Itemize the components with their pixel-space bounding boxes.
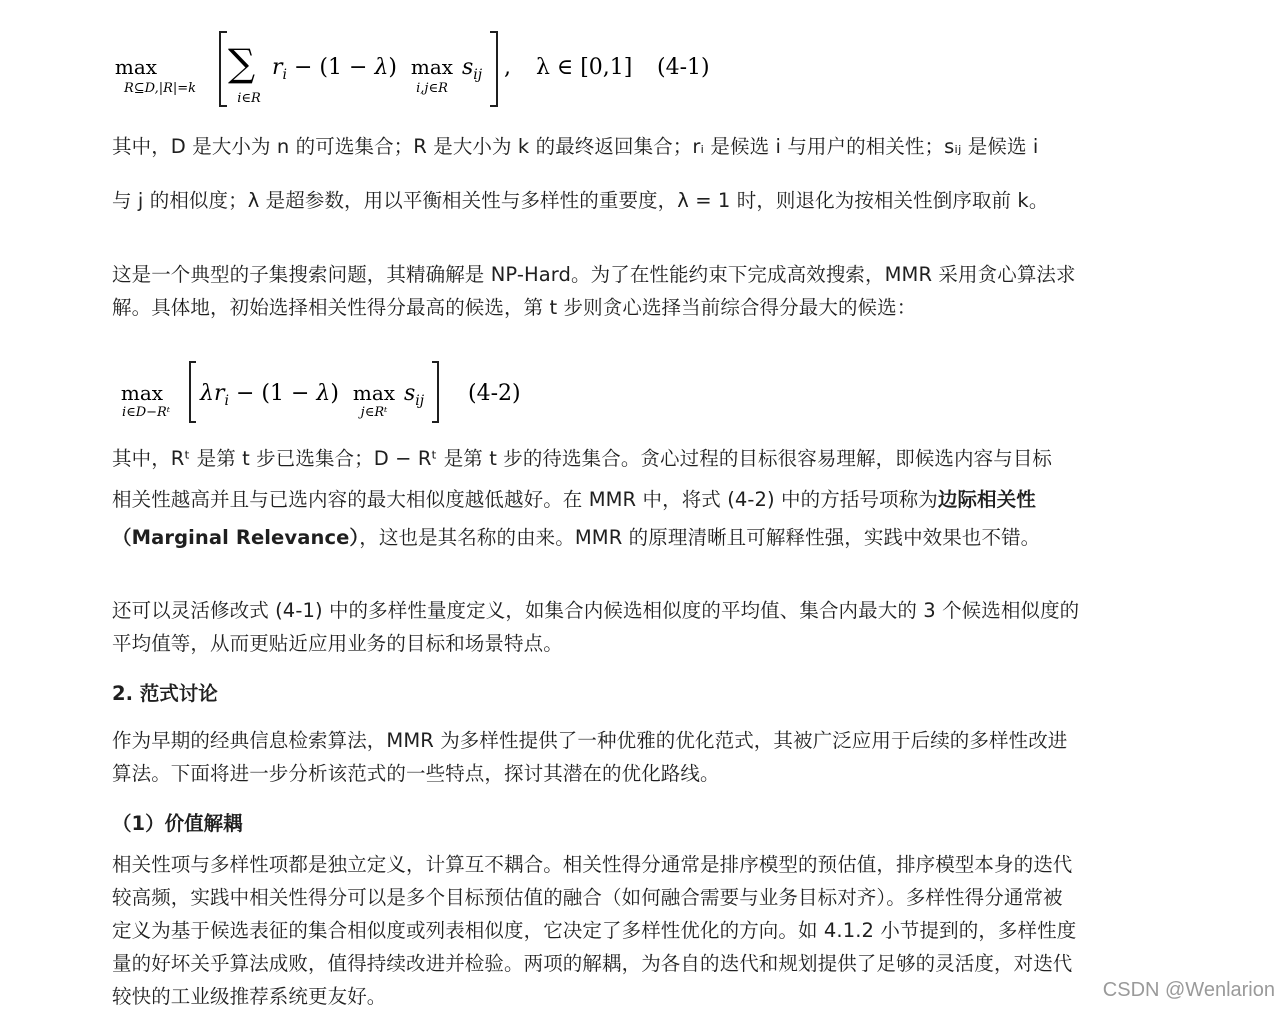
formula2-inner-max: max — [352, 381, 396, 405]
formula-4-2-svg — [112, 356, 712, 426]
para6-line5: 较快的工业级推荐系统更友好。 — [112, 985, 387, 1008]
subsection-heading-decoupling: （1）价值解耦 — [112, 812, 243, 835]
comma: , — [504, 55, 511, 80]
para3-line2 — [112, 482, 1177, 518]
para3-line3 — [112, 518, 1177, 558]
para2-line2: 解。具体地，初始选择相关性得分最高的候选，第 t 步则贪心选择当前综合得分最大的候选： — [112, 296, 917, 319]
formula-4-1 — [112, 22, 812, 118]
formula2-inner-max-subscript: j∈Rᵗ — [360, 405, 388, 420]
formula1-body: $r_i - (1 - \lambda)$ — [272, 55, 397, 83]
para1-line2: 与 j 的相似度；λ 是超参数，用以平衡相关性与多样性的重要度，λ = 1 时，则退化为按相关性倒序取前 k。 — [112, 189, 1049, 212]
formula1-sij: $s_{ij}$ — [462, 55, 483, 83]
left-bracket-2 — [190, 362, 196, 422]
para4-line2: 平均值等，从而更贴近应用业务的目标和场景特点。 — [112, 632, 563, 655]
paragraph-paradigm — [112, 724, 1177, 790]
formula2-body: $\lambda r_i - (1 - \lambda)$ — [200, 381, 339, 409]
paragraph-diversity-metric — [112, 594, 1177, 660]
para4-line1: 还可以灵活修改式 (4-1) 中的多样性量度定义，如集合内候选相似度的平均值、集合内最大的 3 个候选相似度的 — [112, 599, 1080, 622]
para2-line1: 这是一个典型的子集搜索问题，其精确解是 NP-Hard。为了在性能约束下完成高效搜索，MMR 采用贪心算法求 — [112, 263, 1076, 286]
paragraph-greedy-intro — [112, 258, 1177, 324]
marginal-relevance-term: 边际相关性 — [937, 488, 1036, 511]
formula1-inner-max: max — [410, 55, 454, 79]
paragraph-greedy-explain — [112, 436, 1177, 558]
para5-line2: 算法。下面将进一步分析该范式的一些特点，探讨其潜在的优化路线。 — [112, 762, 720, 785]
para5-line1: 作为早期的经典信息检索算法，MMR 为多样性提供了一种优雅的优化范式，其被广泛应用于后续的多样性改进 — [112, 729, 1068, 752]
paragraph-definitions — [112, 120, 1177, 228]
para3-line2-text: 相关性越高并且与已选内容的最大相似度越低越好。在 MMR 中，将式 (4-2) 中的方括号项称为 — [112, 488, 938, 511]
csdn-watermark: CSDN @Wenlarion — [1102, 979, 1275, 1001]
sum-subscript: i∈R — [237, 91, 261, 106]
para6-line2: 较高频，实践中相关性得分可以是多个目标预估值的融合（如何融合需要与业务目标对齐）。多样性得分通常被 — [112, 886, 1063, 909]
formula-4-2 — [112, 356, 712, 426]
formula1-max: max — [114, 55, 158, 79]
formula2-max-subscript: i∈D−Rᵗ — [121, 405, 171, 420]
para3-line3-text: ，这也是其名称的由来。MMR 的原理清晰且可解释性强，实践中效果也不错。 — [359, 526, 1041, 549]
formula2-max: max — [120, 381, 164, 405]
para3-line1: 其中，Rᵗ 是第 t 步已选集合；D − Rᵗ 是第 t 步的待选集合。贪心过程的目标很容易理解，即候选内容与目标 — [112, 447, 1053, 470]
formula2-sij: $s_{ij}$ — [404, 381, 425, 409]
right-bracket-2 — [432, 362, 438, 422]
formula1-max-subscript: R⊆D,|R|=k — [123, 81, 197, 96]
sum-symbol: ∑ — [228, 41, 256, 85]
para6-line3: 定义为基于候选表征的集合相似度或列表相似度，它决定了多样性优化的方向。如 4.1.2 小节提到的，多样性度 — [112, 919, 1077, 942]
formula1-inner-max-subscript: i,j∈R — [416, 81, 448, 96]
formula2-number: (4-2) — [468, 381, 521, 406]
section-heading-paradigm: 2. 范式讨论 — [112, 682, 218, 705]
marginal-relevance-english: （Marginal Relevance） — [112, 526, 360, 549]
formula1-number: (4-1) — [657, 55, 710, 80]
para6-line4: 量的好坏关乎算法成败，值得持续改进并检验。两项的解耦，为各自的迭代和规划提供了足够的灵活度，对迭代 — [112, 952, 1073, 975]
para6-line1: 相关性项与多样性项都是独立定义，计算互不耦合。相关性得分通常是排序模型的预估值，排序模型本身的迭代 — [112, 853, 1073, 876]
left-bracket — [220, 32, 227, 106]
paragraph-decoupling — [112, 848, 1177, 1013]
lambda-range: λ ∈ [0,1] — [536, 55, 633, 80]
para1-line1: 其中，D 是大小为 n 的可选集合；R 是大小为 k 的最终返回集合；rᵢ 是候选 i 与用户的相关性；sᵢⱼ 是候选 i — [112, 135, 1039, 158]
formula-4-1-svg — [112, 22, 812, 118]
right-bracket — [490, 32, 497, 106]
